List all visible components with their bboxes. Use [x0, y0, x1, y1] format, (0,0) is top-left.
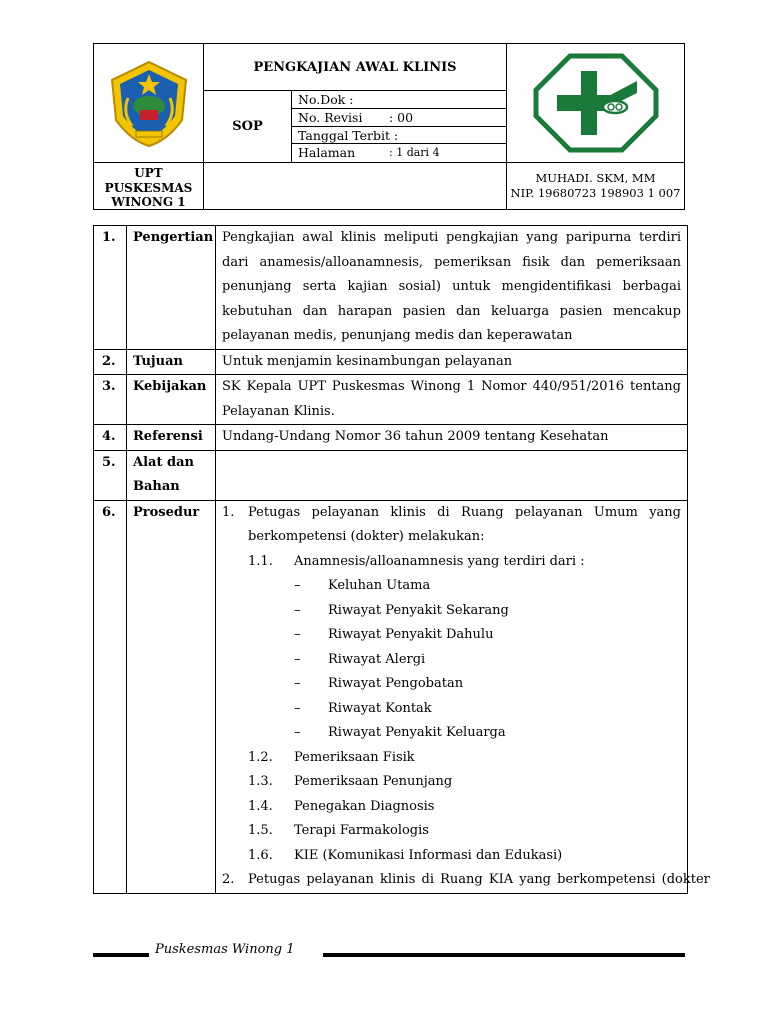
sop-header-table [93, 43, 685, 210]
table-row: 4. Referensi Undang-Undang Nomor 36 tahun 2009 tentang Kesehatan [94, 425, 688, 451]
substep-list [222, 746, 681, 869]
list-item: – Riwayat Pengobatan [294, 676, 464, 691]
table-row: 6. Prosedur 1. Petugas pelayanan klinis di Ruang pelayanan Umum yang berkompetensi (dokter) melakukan: 1.1. Anamnesis/alloanamnesis yang terdiri dari : – Keluhan Utama – Riwayat Penyakit Sekarang – Riwayat Penyakit Dahulu – Riwayat Alergi – Riwayat Pengobatan – Riwayat Kontak – Riwayat Penyakit Keluarga 1.2. Pemeriksaan Fisik 1.3. Pemeriksaan Penunjang 1.4. Penegakan Diagnosis 1.5. Terapi Farmakologis 1.6. KIE (Komunikasi Informasi dan Edukasi) 2. Petugas pelayanan klinis di Ruang KIA yang berkompetensi (dokter [94, 500, 688, 893]
signer-nip: NIP. 19680723 198903 1 007 [510, 186, 681, 200]
document-title: PENGKAJIAN AWAL KLINIS [204, 44, 506, 91]
procedure-substep: 1.3. Pemeriksaan Penunjang [248, 774, 453, 789]
footer-rule-right [323, 953, 685, 957]
purpose-text: Untuk menjamin kesinambungan pelayanan [216, 349, 688, 375]
list-item: – Riwayat Penyakit Dahulu [294, 627, 494, 642]
footer-rule-left [93, 953, 149, 957]
procedure-substep: 1.1. Anamnesis/alloanamnesis yang terdiri dari : [248, 553, 585, 569]
page-footer [93, 942, 685, 964]
puskesmas-logo-cell [506, 44, 684, 162]
blank-cell [204, 162, 506, 210]
procedure-substep: 1.2. Pemeriksaan Fisik [248, 749, 415, 765]
definition-text: Pengkajian awal klinis meliputi pengkajian yang paripurna terdiri dari anamesis/alloanamnesis, pemeriksan fisik dan pemeriksaan penunjang serta kajian sosial) untuk mengidentifikasi berbagai kebutuhan dan harapan pasien dan keluarga pasien mencakup pelayanan medis, penunjang medis dan keperawatan [216, 226, 688, 350]
table-row: 5. Alat dan Bahan [94, 450, 688, 500]
list-item: – Riwayat Kontak [294, 700, 432, 716]
signer-name: MUHADI. SKM, MM [535, 171, 656, 185]
anamnesis-list [222, 574, 681, 746]
sop-label: SOP [204, 91, 292, 162]
sop-content-table [93, 225, 710, 894]
puskesmas-logo-icon [533, 53, 659, 153]
list-item: – Riwayat Penyakit Keluarga [294, 725, 506, 740]
list-item: – Riwayat Penyakit Sekarang [294, 602, 509, 618]
table-row: 3. Kebijakan SK Kepala UPT Puskesmas Winong 1 Nomor 440/951/2016 tentang Pelayanan Klinis. [94, 375, 688, 425]
signatory [506, 162, 684, 210]
policy-text: SK Kepala UPT Puskesmas Winong 1 Nomor 440/951/2016 tentang Pelayanan Klinis. [216, 375, 688, 425]
procedure-cell [216, 500, 710, 893]
tools-text [216, 450, 688, 500]
procedure-step: 2. Petugas pelayanan klinis di Ruang KIA yang berkompetensi (dokter [222, 872, 710, 887]
issue-date-row: Tanggal Terbit : [292, 127, 506, 145]
procedure-substep: 1.6. KIE (Komunikasi Informasi dan Edukasi) [248, 847, 563, 863]
table-row: 2. Tujuan Untuk menjamin kesinambungan pelayanan [94, 349, 688, 375]
list-item: – Keluhan Utama [294, 578, 431, 593]
regional-emblem-cell [94, 44, 204, 162]
regional-emblem-icon [108, 58, 190, 148]
revision-row: No. Revisi : 00 [292, 109, 506, 127]
reference-text: Undang-Undang Nomor 36 tahun 2009 tentang Kesehatan [216, 425, 688, 451]
procedure-substep: 1.4. Penegakan Diagnosis [248, 798, 435, 814]
unit-name: UPT PUSKESMAS WINONG 1 [94, 162, 204, 210]
procedure-substep: 1.5. Terapi Farmakologis [248, 823, 429, 838]
page-row: Halaman : 1 dari 4 [298, 145, 440, 161]
doc-number-row: No.Dok : [292, 91, 506, 109]
document-info [292, 91, 506, 162]
procedure-step: 1. Petugas pelayanan klinis di Ruang pelayanan Umum yang berkompetensi (dokter) melakukan: [222, 504, 681, 544]
list-item: – Riwayat Alergi [294, 651, 426, 667]
table-row: 1. Pengertian Pengkajian awal klinis meliputi pengkajian yang paripurna terdiri dari anamesis/alloanamnesis, pemeriksan fisik dan pemeriksaan penunjang serta kajian sosial) untuk mengidentifikasi berbagai kebutuhan dan harapan pasien dan keluarga pasien mencakup pelayanan medis, penunjang medis dan keperawatan [94, 226, 688, 350]
footer-text: Puskesmas Winong 1 [155, 942, 295, 957]
